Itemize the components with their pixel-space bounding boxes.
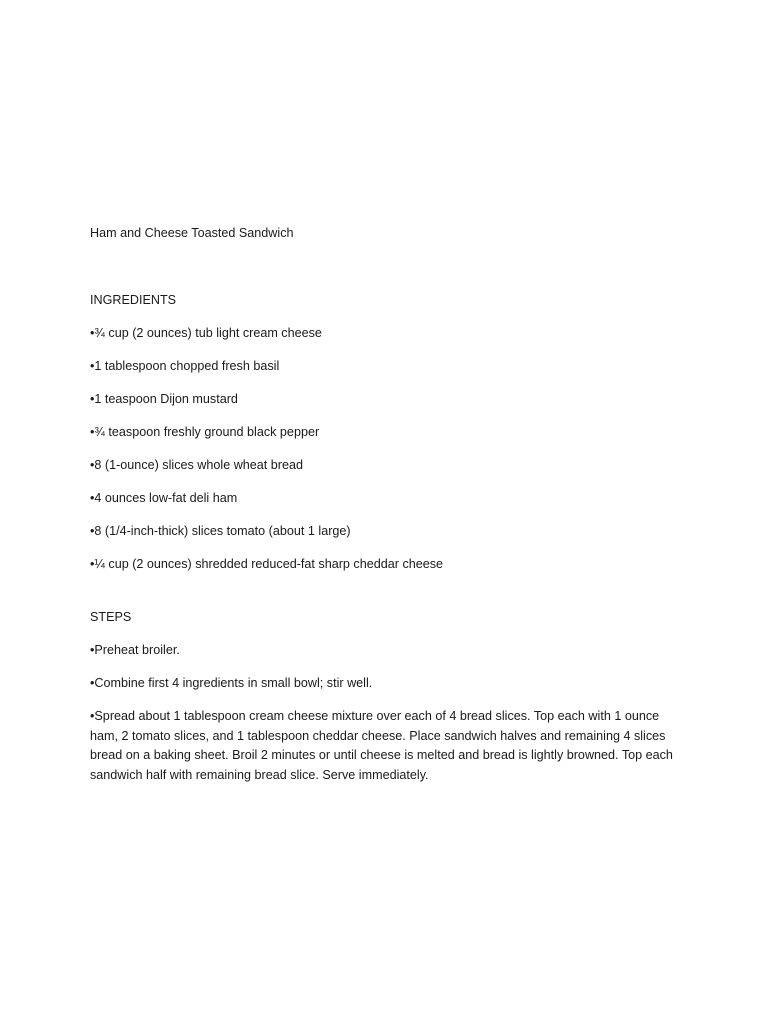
steps-heading: STEPS xyxy=(90,609,132,624)
ingredient-item: •8 (1/4-inch-thick) slices tomato (about 1 large) xyxy=(90,524,351,538)
ingredient-item: •¼ cup (2 ounces) shredded reduced-fat sharp cheddar cheese xyxy=(90,557,444,571)
recipe-title: Ham and Cheese Toasted Sandwich xyxy=(90,226,294,240)
step-item: •Spread about 1 tablespoon cream cheese mixture over each of 4 bread slices. Top each with 1 ounce ham, 2 tomato slices, and 1 tablespoon cheddar cheese. Place sandwich halves and remaining 4 slices bread on a baking sheet. Broil 2 minutes or until cheese is melted and bread is lightly browned. Top each sandwich half with remaining bread slice. Serve immediately. xyxy=(90,709,673,782)
ingredient-item: •1 teaspoon Dijon mustard xyxy=(90,392,238,406)
ingredients-list xyxy=(90,324,685,575)
ingredients-heading: INGREDIENTS xyxy=(90,292,177,307)
recipe-document xyxy=(90,224,685,799)
ingredient-item: •1 tablespoon chopped fresh basil xyxy=(90,359,280,373)
ingredient-item: •¾ cup (2 ounces) tub light cream cheese xyxy=(90,326,322,340)
step-item: •Combine first 4 ingredients in small bowl; stir well. xyxy=(90,676,373,690)
ingredient-item: •4 ounces low-fat deli ham xyxy=(90,491,238,505)
step-item: •Preheat broiler. xyxy=(90,643,180,657)
steps-list xyxy=(90,641,685,785)
ingredient-item: •¾ teaspoon freshly ground black pepper xyxy=(90,425,320,439)
ingredient-item: •8 (1-ounce) slices whole wheat bread xyxy=(90,458,304,472)
